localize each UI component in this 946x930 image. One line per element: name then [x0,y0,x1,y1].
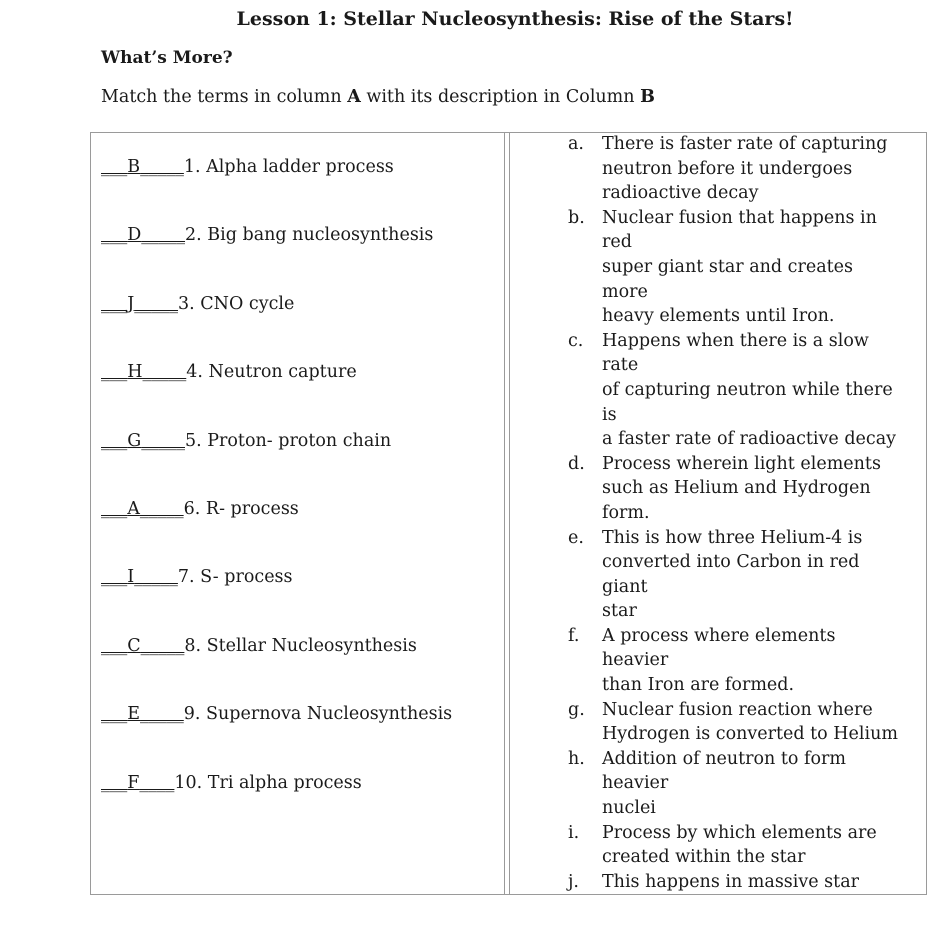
answer-letter: C [127,635,141,656]
answer-blank [101,155,184,179]
instructions [101,87,655,107]
description-line: nuclei [602,798,656,819]
description-text [602,821,918,870]
description-line: This happens in massive star [602,871,859,892]
description-line: is [602,404,617,425]
term-label: 5. Proton- proton chain [184,430,392,451]
blank-trail: _____ [139,499,184,519]
answer-blank [101,360,186,384]
description-line: red [602,232,632,253]
term-label: 1. Alpha ladder process [183,157,394,177]
blank-lead: ___ [101,567,128,588]
term-item [101,429,391,453]
description-item [568,698,918,747]
term-item [101,702,452,726]
answer-letter: F [127,772,140,793]
answer-blank [101,771,174,795]
blank-trail: _____ [140,157,184,177]
description-item [568,624,918,698]
description-line: converted into Carbon in red [602,552,860,573]
description-item [568,452,918,526]
blank-trail: _____ [134,567,178,588]
term-label: 3. CNO cycle [178,293,295,314]
description-letter: h. [568,748,585,769]
description-line: heavier [602,773,669,794]
description-letter: j. [568,871,579,892]
description-line: Hydrogen is converted to Helium [602,724,898,745]
blank-lead: ___ [101,293,128,314]
answer-letter: G [127,430,142,451]
description-line: Happens when there is a slow [602,330,869,351]
description-text [602,870,918,895]
term-item [101,223,433,247]
answer-letter: B [127,157,141,177]
description-line: star [602,601,637,622]
term-item [101,360,357,384]
description-line: rate [602,355,639,376]
description-letter: b. [568,207,585,228]
description-item [568,329,918,452]
description-line: such as Helium and Hydrogen [602,478,871,499]
description-text [602,698,918,747]
answer-blank [101,565,178,589]
description-line: more [602,281,648,302]
blank-lead: ___ [101,225,128,246]
description-letter: d. [568,453,585,474]
answer-letter: H [127,362,143,383]
term-label: 4. Neutron capture [186,362,357,383]
description-line: This is how three Helium-4 is [602,527,863,548]
description-text [602,329,918,452]
answer-letter: I [127,567,135,588]
instructions-prefix: Match the terms in column [101,87,348,107]
answer-blank [101,702,184,726]
description-line: heavy elements until Iron. [602,306,835,327]
answer-blank [101,634,184,658]
term-item [101,292,294,316]
description-letter: a. [568,134,584,154]
term-label: 2. Big bang nucleosynthesis [185,225,434,246]
description-item [568,526,918,624]
description-letter: i. [568,822,580,843]
blank-trail: _____ [134,293,179,314]
term-item [101,497,299,521]
instructions-col-a: A [347,87,361,107]
instructions-col-b: B [640,87,655,107]
description-line: than Iron are formed. [602,675,795,696]
description-line: Addition of neutron to form [602,748,846,769]
description-line: Nuclear fusion that happens in [602,207,877,228]
blank-trail: ____ [139,772,175,793]
blank-trail: _____ [140,635,185,656]
description-item [568,870,918,895]
answer-letter: J [127,293,135,314]
term-item [101,565,293,589]
answer-letter: A [127,499,140,519]
term-label: 10. Tri alpha process [174,772,362,793]
description-item [568,206,918,329]
description-line: There is faster rate of capturing [602,134,888,154]
description-line: heavier [602,650,669,671]
description-letter: e. [568,527,584,548]
description-item [568,821,918,870]
blank-trail: _____ [141,430,185,451]
description-line: form. [602,502,650,523]
page-title: Lesson 1: Stellar Nucleosynthesis: Rise of the Stars! [236,8,794,30]
column-divider-right [509,133,510,894]
description-letter: f. [568,625,580,646]
answer-letter: E [127,704,141,725]
term-item [101,771,362,795]
description-line: of capturing neutron while there [602,379,893,400]
description-line: super giant star and creates [602,256,854,277]
blank-lead: ___ [101,157,128,177]
description-letter: c. [568,330,584,351]
description-item [568,747,918,821]
description-letter: g. [568,699,585,720]
description-line: a faster rate of radioactive decay [602,429,897,450]
term-label: 6. R- process [183,499,299,519]
answer-blank [101,223,185,247]
term-item [101,634,417,658]
term-label: 8. Stellar Nucleosynthesis [184,635,417,656]
blank-trail: _____ [142,362,187,383]
blank-lead: ___ [101,635,128,656]
blank-lead: ___ [101,362,128,383]
term-label: 7. S- process [177,567,293,588]
instructions-middle: with its description in Column [360,87,641,107]
blank-lead: ___ [101,704,128,725]
description-line: Nuclear fusion reaction where [602,699,873,720]
answer-blank [101,292,178,316]
description-text [602,132,918,206]
description-line: Process by which elements are [602,822,877,843]
description-line: created within the star [602,847,806,868]
description-text [602,624,918,698]
description-line: neutron before it undergoes [602,158,853,179]
description-line: giant [602,576,648,597]
description-line: Process wherein light elements [602,453,881,474]
description-text [602,206,918,329]
description-item [568,132,918,206]
answer-blank [101,497,184,521]
section-heading: What’s More? [101,48,233,68]
blank-lead: ___ [101,430,128,451]
description-line: A process where elements [602,625,836,646]
description-text [602,747,918,821]
description-text [602,452,918,526]
column-b [568,132,918,894]
column-divider-left [504,133,505,894]
term-label: 9. Supernova Nucleosynthesis [183,704,453,725]
blank-lead: ___ [101,772,128,793]
answer-blank [101,429,185,453]
answer-letter: D [127,225,142,246]
blank-trail: _____ [140,704,184,725]
term-item [101,155,394,179]
description-line: radioactive decay [602,183,759,204]
blank-trail: _____ [141,225,186,246]
blank-lead: ___ [101,499,128,519]
description-text [602,526,918,624]
